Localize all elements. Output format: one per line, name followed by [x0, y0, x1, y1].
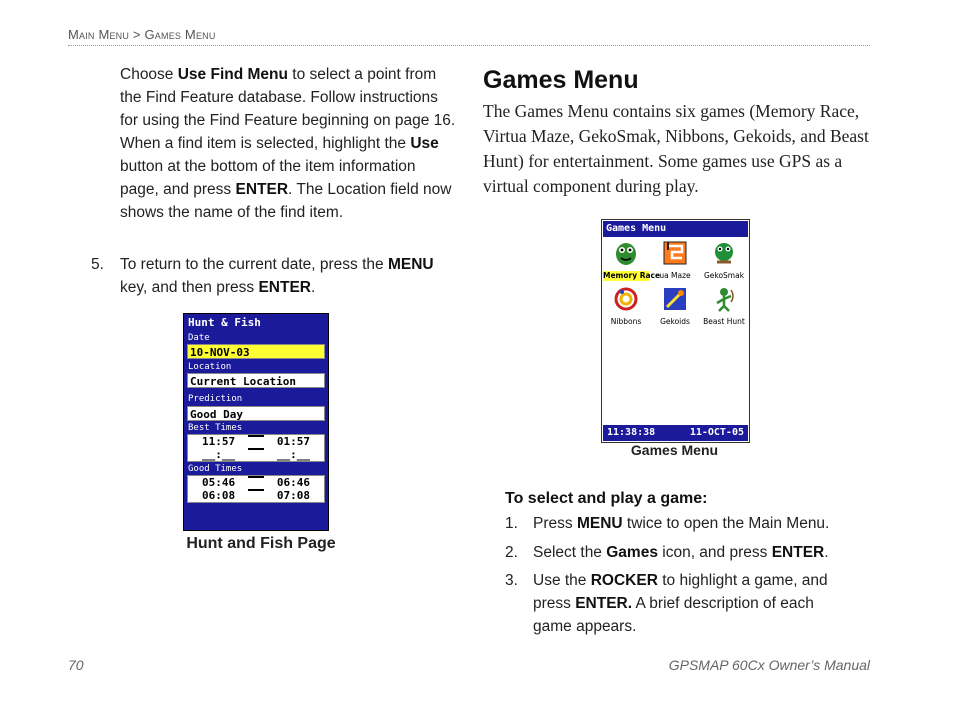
best-time-start: 11:57: [202, 435, 236, 448]
text-run: A brief description of each game appears.: [533, 595, 814, 635]
bold-term: ENTER: [258, 279, 311, 296]
step-5-text: [120, 253, 458, 299]
good-times-row: [188, 489, 324, 502]
bold-term: Use Find Menu: [177, 66, 288, 83]
games-menu-caption: Games Menu: [630, 442, 719, 458]
best-times-row: [188, 435, 324, 448]
best-time-end: 01:57: [276, 435, 310, 448]
games-menu-screen-title: Games Menu: [603, 221, 748, 237]
step-2-text: [533, 541, 853, 564]
good-time-end: 07:08: [276, 489, 310, 502]
beast-hunt-icon: [711, 286, 737, 312]
game-label: GekoSmak: [703, 271, 745, 280]
good-time-start: 05:46: [202, 476, 236, 489]
text-run: button at the bottom of the item information page, and press: [120, 158, 416, 198]
date-label: Date: [188, 333, 210, 343]
step-5-number: 5.: [91, 256, 104, 273]
hunt-fish-screen: [183, 313, 329, 531]
text-run: to select a point from the Find Feature database. Follow instructions for using the Find Feature beginning on page 16. When a find item is selected, highlight the: [120, 66, 456, 152]
step-3-number: 3.: [505, 572, 518, 589]
best-time-start: __:__: [202, 448, 236, 461]
hunt-fish-title: Hunt & Fish: [186, 316, 326, 330]
page-number: 70: [68, 657, 84, 673]
games-menu-screen: [601, 219, 750, 443]
text-run: Use the: [533, 572, 591, 589]
step-1-text: [533, 512, 853, 535]
bold-term: MENU: [387, 256, 434, 273]
game-label: Nibbons: [610, 317, 642, 326]
game-label: ua Maze: [659, 271, 691, 280]
best-times-row: [188, 448, 324, 461]
good-times-row: [188, 476, 324, 489]
bold-term: Use: [410, 135, 439, 152]
text-run: . The Location field now shows the name of the find item.: [120, 181, 452, 221]
game-gekoids[interactable]: [652, 286, 698, 327]
find-menu-paragraph: [120, 63, 458, 224]
game-nibbons[interactable]: [603, 286, 649, 327]
virtua-maze-icon: [662, 240, 688, 266]
text-run: To return to the current date, press the: [120, 256, 388, 273]
bold-term: Games: [606, 544, 658, 561]
best-times-box: [187, 434, 325, 462]
location-label: Location: [188, 362, 232, 372]
gekoids-icon: [662, 286, 688, 312]
status-time: 11:38:38: [607, 427, 656, 438]
good-time-start: 06:08: [202, 489, 236, 502]
game-beast-hunt[interactable]: [701, 286, 747, 327]
good-times-label: Good Times: [188, 464, 243, 474]
best-times-label: Best Times: [188, 423, 243, 433]
text-run: .: [310, 279, 316, 296]
step-2-number: 2.: [505, 544, 518, 561]
manual-title: GPSMAP 60Cx Owner’s Manual: [668, 657, 870, 673]
bold-term: ENTER: [235, 181, 289, 198]
breadcrumb-games: Games Menu: [144, 27, 216, 42]
memory-race-icon: [613, 240, 639, 266]
game-label: Memory Race: [603, 271, 661, 280]
nibbons-icon: [613, 286, 639, 312]
bold-term: ENTER.: [575, 595, 633, 612]
procedure-heading: To select and play a game:: [505, 490, 708, 507]
bold-term: ROCKER: [590, 572, 658, 589]
text-run: to highlight a game, and press: [533, 572, 828, 612]
text-run: Press: [533, 515, 577, 532]
page-title: Games Menu: [483, 66, 639, 94]
date-field[interactable]: 10-NOV-03: [187, 344, 325, 359]
hunt-fish-caption: Hunt and Fish Page: [186, 535, 336, 552]
games-intro-paragraph: The Games Menu contains six games (Memory Race, Virtua Maze, GekoSmak, Nibbons, Gekoids, and Beast Hunt) for entertainment. Some games use GPS as a virtual component during play.: [483, 101, 869, 196]
text-run: .: [824, 544, 829, 561]
game-memory-race[interactable]: [603, 240, 661, 281]
prediction-label: Prediction: [188, 394, 243, 404]
text-run: Select the: [533, 544, 607, 561]
text-run: twice to open the Main Menu.: [622, 515, 830, 532]
prediction-field: Good Day: [187, 406, 325, 421]
breadcrumb: [68, 27, 216, 42]
bold-term: ENTER: [771, 544, 825, 561]
step-3-text: [533, 569, 833, 638]
header-divider: [68, 45, 870, 46]
good-times-box: [187, 475, 325, 503]
text-run: icon, and press: [657, 544, 772, 561]
good-time-end: 06:46: [276, 476, 310, 489]
location-field[interactable]: Current Location: [187, 373, 325, 388]
text-run: Choose: [120, 66, 178, 83]
bold-term: MENU: [576, 515, 623, 532]
step-1-number: 1.: [505, 515, 518, 532]
best-time-end: __:__: [276, 448, 310, 461]
breadcrumb-separator: >: [129, 27, 145, 42]
game-label: Beast Hunt: [703, 317, 745, 326]
game-label: Gekoids: [660, 317, 690, 326]
gekosmak-icon: [711, 240, 737, 266]
text-run: key, and then press: [120, 279, 259, 296]
game-virtua-maze[interactable]: [652, 240, 698, 281]
games-status-bar: [603, 425, 748, 441]
game-gekosmak[interactable]: [701, 240, 747, 281]
breadcrumb-main: Main Menu: [68, 27, 130, 42]
status-date: 11-OCT-05: [689, 427, 744, 438]
